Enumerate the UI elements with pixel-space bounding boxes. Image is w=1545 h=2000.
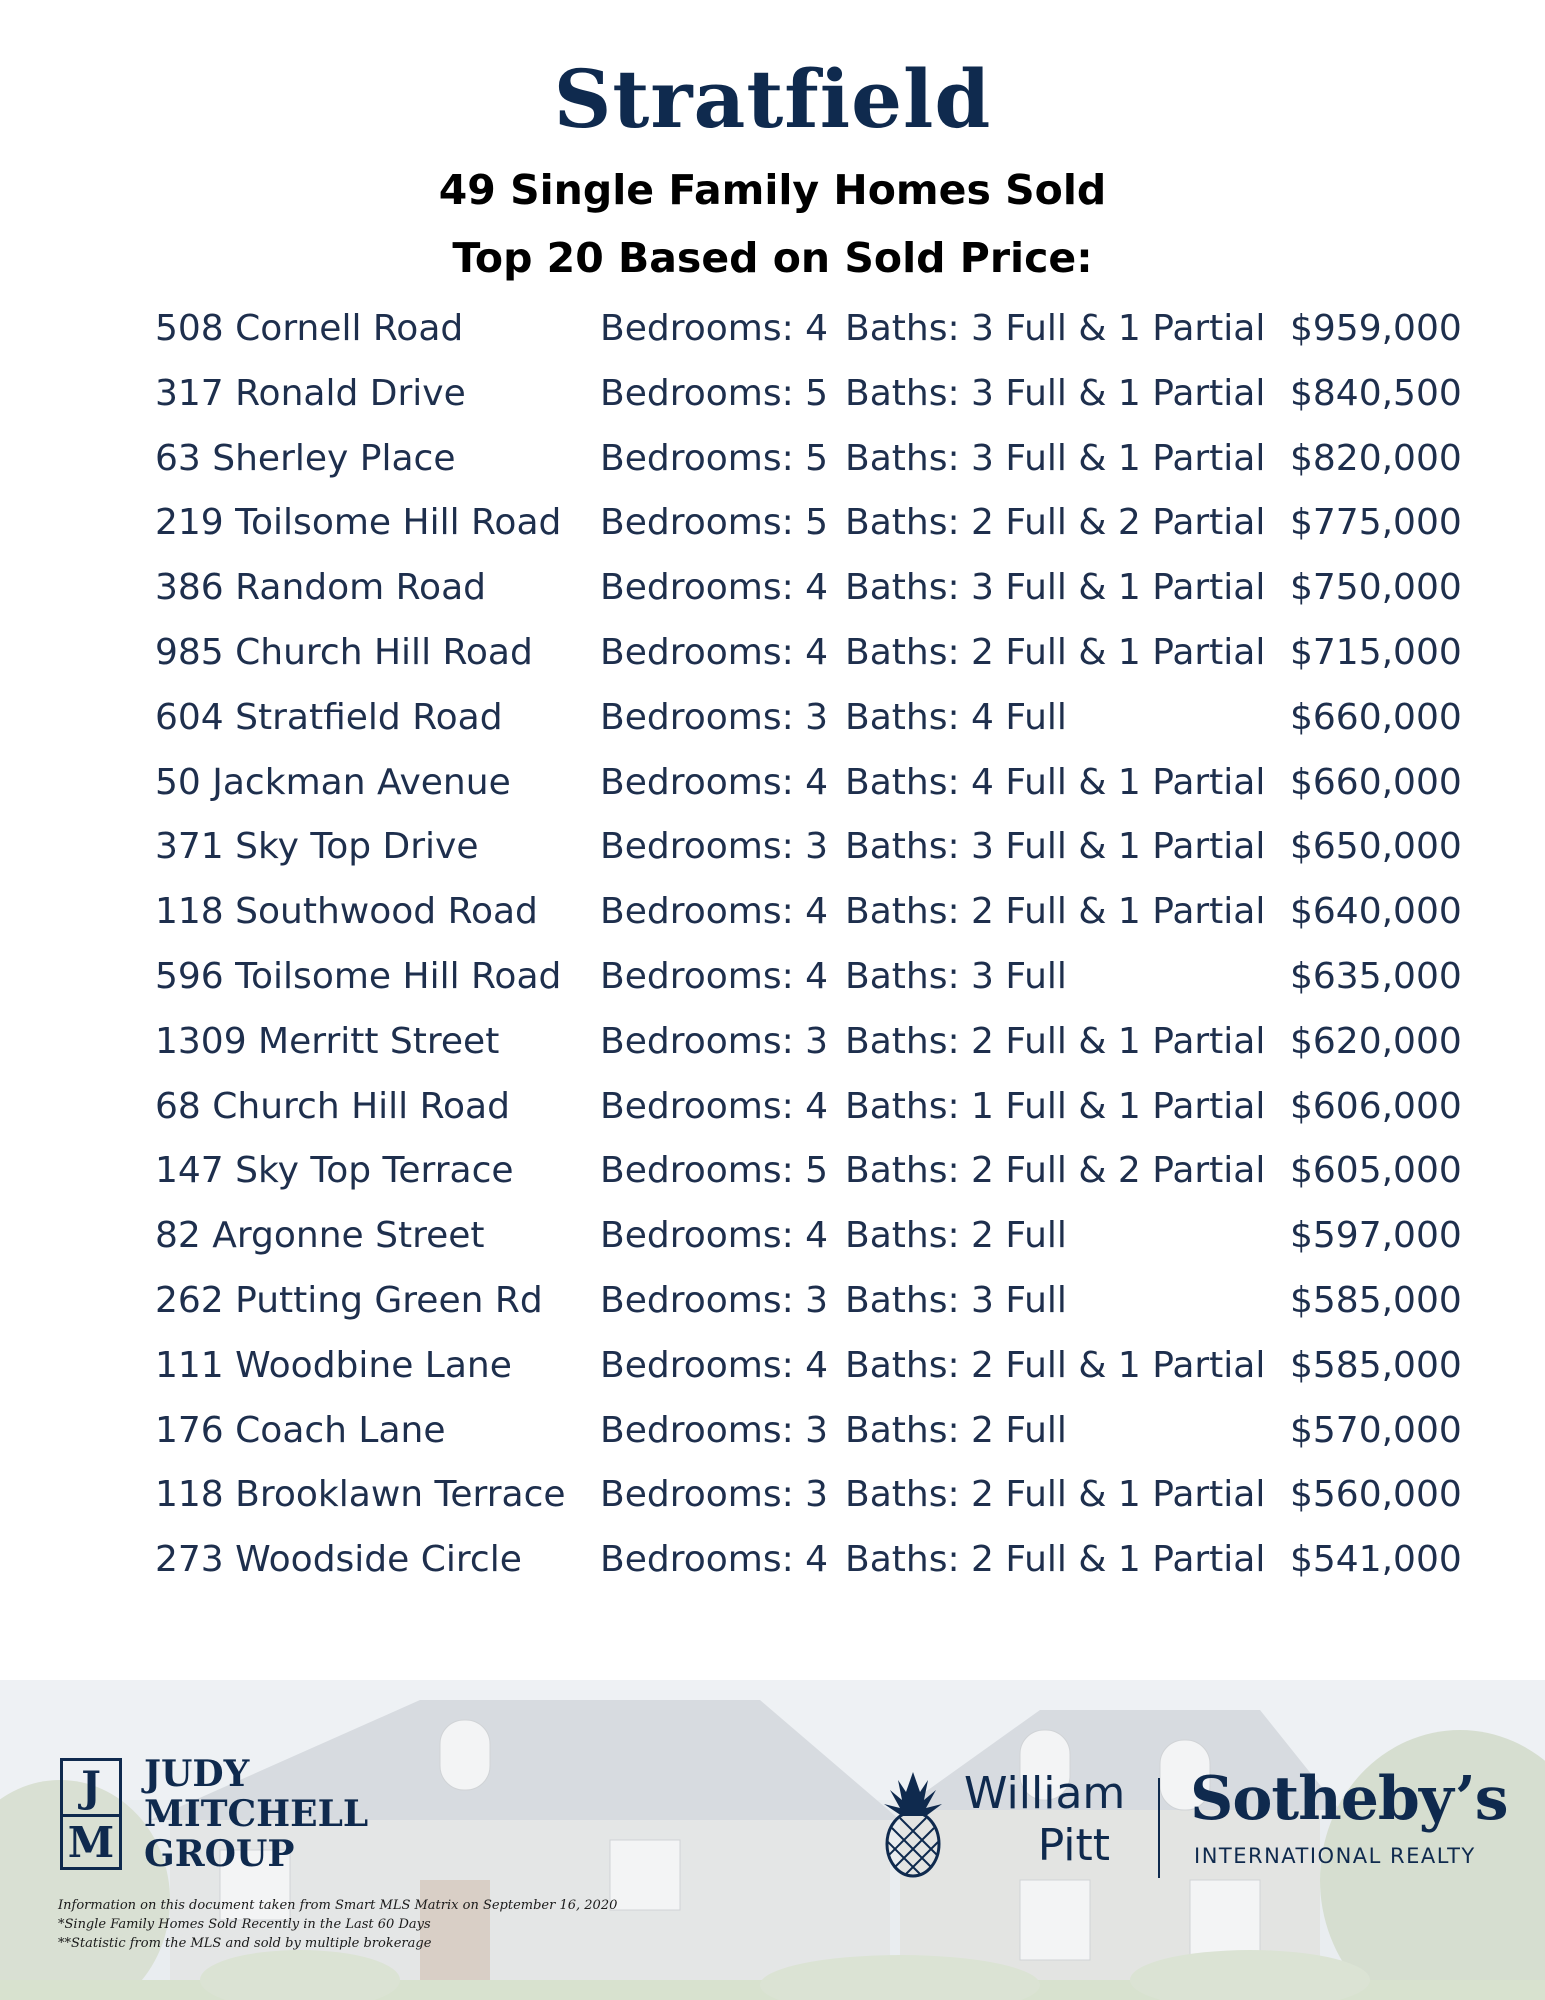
listing-bedrooms: Bedrooms: 4 — [600, 308, 829, 349]
listing-price: $750,000 — [1290, 567, 1462, 609]
listing-address: 985 Church Hill Road — [155, 631, 533, 673]
page-title: Stratfield — [553, 52, 992, 146]
listing-address: 604 Stratfield Road — [155, 696, 503, 738]
listing-bedrooms: Bedrooms: 4 — [600, 761, 829, 803]
listing-address: 118 Southwood Road — [155, 891, 538, 933]
pitt-text: Pitt — [1037, 1820, 1110, 1871]
footnote-single-family: *Single Family Homes Sold Recently in the Last 60 Days — [58, 1917, 431, 1932]
listing-price: $959,000 — [1290, 308, 1462, 349]
listing-baths: Baths: 3 Full — [845, 1279, 1067, 1321]
listing-row — [0, 1078, 1545, 1143]
listing-price: $715,000 — [1290, 631, 1462, 673]
listing-bedrooms: Bedrooms: 5 — [600, 437, 829, 479]
listing-price: $640,000 — [1290, 891, 1462, 933]
listing-price: $541,000 — [1290, 1539, 1462, 1581]
listing-baths: Baths: 2 Full — [845, 1215, 1067, 1257]
monogram-m: M — [67, 1818, 115, 1867]
listing-row — [0, 818, 1545, 883]
listing-baths: Baths: 3 Full & 1 Partial — [845, 308, 1266, 349]
listing-price: $585,000 — [1290, 1344, 1462, 1386]
listing-price: $620,000 — [1290, 1020, 1462, 1062]
listing-price: $605,000 — [1290, 1150, 1462, 1192]
listing-price: $660,000 — [1290, 761, 1462, 803]
listing-row — [0, 883, 1545, 948]
listing-price: $775,000 — [1290, 502, 1462, 544]
international-realty-tagline: INTERNATIONAL REALTY — [1194, 1844, 1476, 1868]
listing-row — [0, 948, 1545, 1013]
listing-price: $660,000 — [1290, 696, 1462, 738]
logo-separator — [1158, 1778, 1160, 1878]
listing-bedrooms: Bedrooms: 5 — [600, 1150, 829, 1192]
listing-row — [0, 624, 1545, 689]
listing-baths: Baths: 2 Full & 1 Partial — [845, 1474, 1266, 1516]
listing-price: $840,500 — [1290, 372, 1462, 414]
listing-baths: Baths: 2 Full & 1 Partial — [845, 1539, 1266, 1581]
jm-line-mitchell: MITCHELL — [144, 1793, 369, 1835]
top-20-heading: Top 20 Based on Sold Price: — [452, 234, 1093, 282]
listing-address: 111 Woodbine Lane — [155, 1344, 512, 1386]
listing-row — [0, 689, 1545, 754]
listing-bedrooms: Bedrooms: 3 — [600, 1474, 829, 1516]
listing-row — [0, 1466, 1545, 1531]
listing-baths: Baths: 3 Full — [845, 955, 1067, 997]
listing-row — [0, 430, 1545, 495]
pineapple-icon — [880, 1768, 946, 1878]
listing-row — [0, 1402, 1545, 1467]
listing-address: 118 Brooklawn Terrace — [155, 1474, 566, 1516]
listing-baths: Baths: 3 Full & 1 Partial — [845, 826, 1266, 868]
listing-bedrooms: Bedrooms: 4 — [600, 1344, 829, 1386]
listing-address: 1309 Merritt Street — [155, 1020, 500, 1062]
listing-price: $820,000 — [1290, 437, 1462, 479]
listing-baths: Baths: 2 Full & 2 Partial — [845, 1150, 1266, 1192]
listing-row — [0, 1337, 1545, 1402]
listing-row — [0, 494, 1545, 559]
listing-baths: Baths: 2 Full — [845, 1409, 1067, 1451]
listing-bedrooms: Bedrooms: 5 — [600, 502, 829, 544]
listing-baths: Baths: 2 Full & 1 Partial — [845, 631, 1266, 673]
listing-bedrooms: Bedrooms: 4 — [600, 1539, 829, 1581]
listing-row — [0, 559, 1545, 624]
listing-bedrooms: Bedrooms: 5 — [600, 372, 829, 414]
monogram-j: J — [81, 1762, 101, 1811]
listing-row — [0, 1272, 1545, 1337]
listing-bedrooms: Bedrooms: 4 — [600, 631, 829, 673]
listing-baths: Baths: 2 Full & 1 Partial — [845, 1020, 1266, 1062]
listing-address: 82 Argonne Street — [155, 1215, 485, 1257]
listing-row — [0, 1531, 1545, 1596]
listing-bedrooms: Bedrooms: 4 — [600, 955, 829, 997]
listing-bedrooms: Bedrooms: 3 — [600, 1020, 829, 1062]
listing-bedrooms: Bedrooms: 4 — [600, 567, 829, 609]
jm-wordmark — [144, 1754, 368, 1874]
listing-address: 596 Toilsome Hill Road — [155, 955, 562, 997]
footnote-source: Information on this document taken from Smart MLS Matrix on September 16, 2020 — [58, 1898, 618, 1913]
listing-bedrooms: Bedrooms: 3 — [600, 696, 829, 738]
listing-price: $606,000 — [1290, 1085, 1462, 1127]
listing-price: $585,000 — [1290, 1279, 1462, 1321]
listing-price: $650,000 — [1290, 826, 1462, 868]
listing-baths: Baths: 3 Full & 1 Partial — [845, 437, 1266, 479]
homes-sold-count: 49 Single Family Homes Sold — [438, 166, 1107, 214]
listing-address: 262 Putting Green Rd — [155, 1279, 543, 1321]
listing-row — [0, 1013, 1545, 1078]
listing-baths: Baths: 2 Full & 1 Partial — [845, 891, 1266, 933]
jm-line-judy: JUDY — [144, 1753, 250, 1795]
listing-baths: Baths: 2 Full & 2 Partial — [845, 502, 1266, 544]
footnotes — [58, 1896, 617, 1953]
listing-address: 63 Sherley Place — [155, 437, 456, 479]
listing-baths: Baths: 3 Full & 1 Partial — [845, 567, 1266, 609]
listing-row — [0, 754, 1545, 819]
listing-bedrooms: Bedrooms: 3 — [600, 1409, 829, 1451]
listing-address: 176 Coach Lane — [155, 1409, 446, 1451]
listing-price: $597,000 — [1290, 1215, 1462, 1257]
listing-baths: Baths: 1 Full & 1 Partial — [845, 1085, 1266, 1127]
listing-address: 371 Sky Top Drive — [155, 826, 479, 868]
listing-address: 317 Ronald Drive — [155, 372, 466, 414]
listing-address: 508 Cornell Road — [155, 308, 464, 349]
listing-bedrooms: Bedrooms: 3 — [600, 826, 829, 868]
listing-baths: Baths: 4 Full & 1 Partial — [845, 761, 1266, 803]
listing-bedrooms: Bedrooms: 4 — [600, 1215, 829, 1257]
footer-banner — [0, 1680, 1545, 2000]
listing-row — [0, 365, 1545, 430]
listing-bedrooms: Bedrooms: 4 — [600, 1085, 829, 1127]
listing-price: $635,000 — [1290, 955, 1462, 997]
monogram-divider — [63, 1814, 119, 1817]
jm-monogram — [60, 1758, 122, 1870]
listing-price: $570,000 — [1290, 1409, 1462, 1451]
footnote-statistic: **Statistic from the MLS and sold by multiple brokerage — [58, 1936, 432, 1951]
listing-row — [0, 1142, 1545, 1207]
listing-address: 50 Jackman Avenue — [155, 761, 511, 803]
listing-bedrooms: Bedrooms: 4 — [600, 891, 829, 933]
listing-address: 273 Woodside Circle — [155, 1539, 522, 1581]
listing-bedrooms: Bedrooms: 3 — [600, 1279, 829, 1321]
william-text: William — [964, 1768, 1126, 1819]
jm-line-group: GROUP — [144, 1833, 295, 1875]
listing-address: 68 Church Hill Road — [155, 1085, 510, 1127]
listing-baths: Baths: 2 Full & 1 Partial — [845, 1344, 1266, 1386]
sold-listings-table — [0, 300, 1545, 1596]
listing-baths: Baths: 3 Full & 1 Partial — [845, 372, 1266, 414]
listing-row — [0, 1207, 1545, 1272]
listing-baths: Baths: 4 Full — [845, 696, 1067, 738]
listing-address: 219 Toilsome Hill Road — [155, 502, 562, 544]
william-pitt-wordmark — [964, 1768, 1126, 1872]
listing-row — [0, 300, 1545, 365]
listing-price: $560,000 — [1290, 1474, 1462, 1516]
sothebys-wordmark: Sotheby’s — [1190, 1764, 1508, 1834]
listing-address: 147 Sky Top Terrace — [155, 1150, 514, 1192]
listing-address: 386 Random Road — [155, 567, 486, 609]
